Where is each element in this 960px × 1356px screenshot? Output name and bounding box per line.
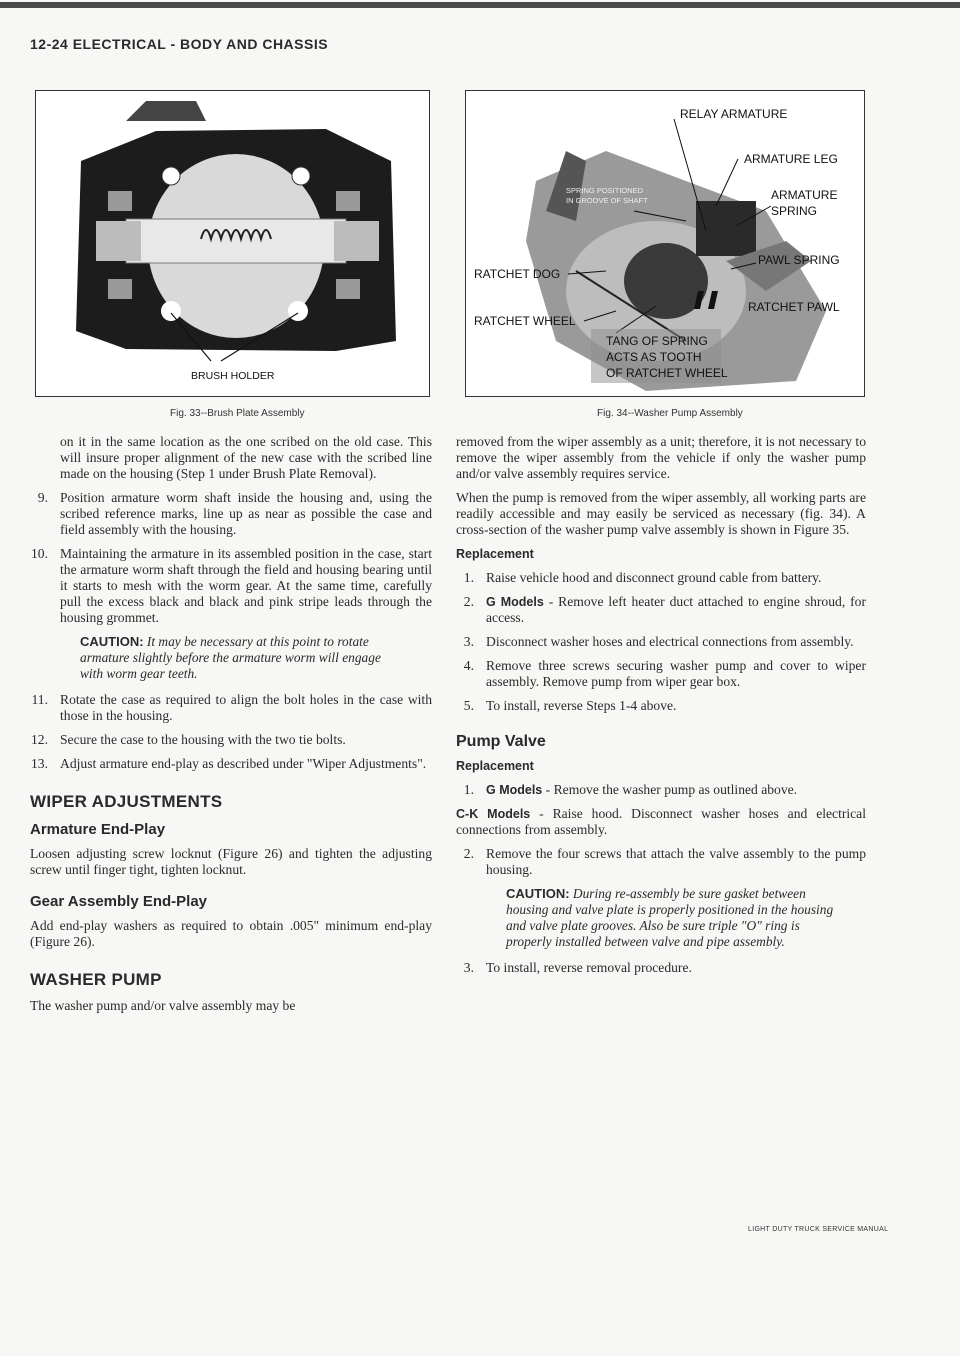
replacement-step-5: 5. To install, reverse Steps 1-4 above. xyxy=(463,698,677,713)
replacement-step-2: 2. G Models - Remove left heater duct attached to engine shroud, for access. xyxy=(463,594,866,625)
replacement-step-4: 4. Remove three screws securing washer pump and cover to wiper assembly. Remove pump from wiper gear box. xyxy=(463,658,866,689)
armature-leg-label: ARMATURE LEG xyxy=(744,152,838,166)
heading-armature-end-play: Armature End-Play xyxy=(30,821,166,838)
step-13: 13. Adjust armature end-play as described under "Wiper Adjustments". xyxy=(31,756,427,771)
armature-end-play-text: Loosen adjusting screw locknut (Figure 26) and tighten the adjusting screw until finger tight, tighten locknut. xyxy=(30,846,432,877)
heading-replacement: Replacement xyxy=(456,547,534,561)
pawl-spring-label: PAWL SPRING xyxy=(758,253,840,267)
washer-pump-text: The washer pump and/or valve assembly may be xyxy=(30,998,296,1013)
valve-step-2: 2. Remove the four screws that attach the valve assembly to the pump housing. xyxy=(463,846,866,877)
ck-models-paragraph: C-K Models - Raise hood. Disconnect washer hoses and electrical connections from assembly. xyxy=(456,806,866,837)
ratchet-pawl-label: RATCHET PAWL xyxy=(748,300,840,314)
left-column xyxy=(30,434,432,1022)
brush-plate-illustration xyxy=(36,91,429,396)
tang-of-spring-label: TANG OF SPRING xyxy=(606,334,708,348)
armature-spring-label-1: ARMATURE xyxy=(771,188,838,202)
right-intro-paragraph: removed from the wiper assembly as a unit; therefore, it is not necessary to remove the wiper assembly from the vehicle if only the washer pump and/or valve assembly requires service. xyxy=(456,434,866,481)
valve-step-3: 3. To install, reverse removal procedure. xyxy=(463,960,692,975)
heading-replacement-2: Replacement xyxy=(456,759,534,773)
groove-of-shaft-label: IN GROOVE OF SHAFT xyxy=(566,196,648,205)
washer-pump-illustration xyxy=(466,91,864,396)
page-footer: LIGHT DUTY TRUCK SERVICE MANUAL xyxy=(748,1226,889,1233)
page-header: 12-24 ELECTRICAL - BODY AND CHASSIS xyxy=(30,36,329,52)
figure-34-caption: Fig. 34--Washer Pump Assembly xyxy=(597,408,743,419)
acts-as-tooth-label: ACTS AS TOOTH xyxy=(606,350,702,364)
replacement-step-3: 3. Disconnect washer hoses and electrical connections from assembly. xyxy=(463,634,854,649)
intro-paragraph: on it in the same location as the one scribed on the old case. This will insure proper alignment of the new case with the scribed line made on the housing (Step 1 under Brush Plate Removal). xyxy=(60,434,432,481)
brush-holder-label: BRUSH HOLDER xyxy=(191,370,275,382)
gear-end-play-text: Add end-play washers as required to obtain .005" minimum end-play (Figure 26). xyxy=(30,918,432,949)
top-rule xyxy=(0,2,960,8)
right-column xyxy=(456,434,866,984)
valve-step-1: 1. G Models - Remove the washer pump as outlined above. xyxy=(463,782,798,797)
relay-armature-label: RELAY ARMATURE xyxy=(680,107,788,121)
heading-pump-valve: Pump Valve xyxy=(456,733,546,750)
spring-positioned-label: SPRING POSITIONED xyxy=(566,186,644,195)
heading-washer-pump: WASHER PUMP xyxy=(30,970,162,989)
step-9: 9. Position armature worm shaft inside the housing and, using the scribed reference marks, line up as near as possible the case and field assembly with the housing. xyxy=(37,490,432,537)
figure-34-washer-pump xyxy=(465,90,865,397)
heading-wiper-adjustments: WIPER ADJUSTMENTS xyxy=(30,792,223,811)
heading-gear-assembly-end-play: Gear Assembly End-Play xyxy=(30,893,208,910)
ratchet-dog-label: RATCHET DOG xyxy=(474,267,561,281)
caution-note-right: CAUTION: During re-assembly be sure gasket between housing and valve plate is properly positioned in the housing and valve plate grooves. Also be sure triple "O" ring is properly installed between valve and pipe assembly. xyxy=(506,886,834,949)
step-11: 11. Rotate the case as required to align the bolt holes in the case with those in the housing. xyxy=(31,692,432,723)
replacement-step-1: 1. Raise vehicle hood and disconnect ground cable from battery. xyxy=(463,570,822,585)
step-10: 10. Maintaining the armature in its assembled position in the case, start the armature worm shaft through the field and housing bearing until it starts to mesh with the worm gear. At the same time, carefully pull the excess black and black and pink stripe leads through the housing grommet. xyxy=(31,546,432,625)
ratchet-wheel-label: RATCHET WHEEL xyxy=(474,314,576,328)
right-paragraph-2: When the pump is removed from the wiper assembly, all working parts are readily accessible and may easily be serviced as necessary (fig. 34). A cross-section of the washer pump valve assembly is shown in Figure 35. xyxy=(456,490,866,537)
figure-33-caption: Fig. 33--Brush Plate Assembly xyxy=(170,408,305,419)
step-12: 12. Secure the case to the housing with the two tie bolts. xyxy=(31,732,346,747)
of-ratchet-wheel-label: OF RATCHET WHEEL xyxy=(606,366,728,380)
armature-spring-label-2: SPRING xyxy=(771,204,818,218)
figure-33-brush-plate xyxy=(35,90,430,397)
caution-note-left: CAUTION: It may be necessary at this point to rotate armature slightly before the armature worm will engage with worm gear teeth. xyxy=(80,634,381,681)
